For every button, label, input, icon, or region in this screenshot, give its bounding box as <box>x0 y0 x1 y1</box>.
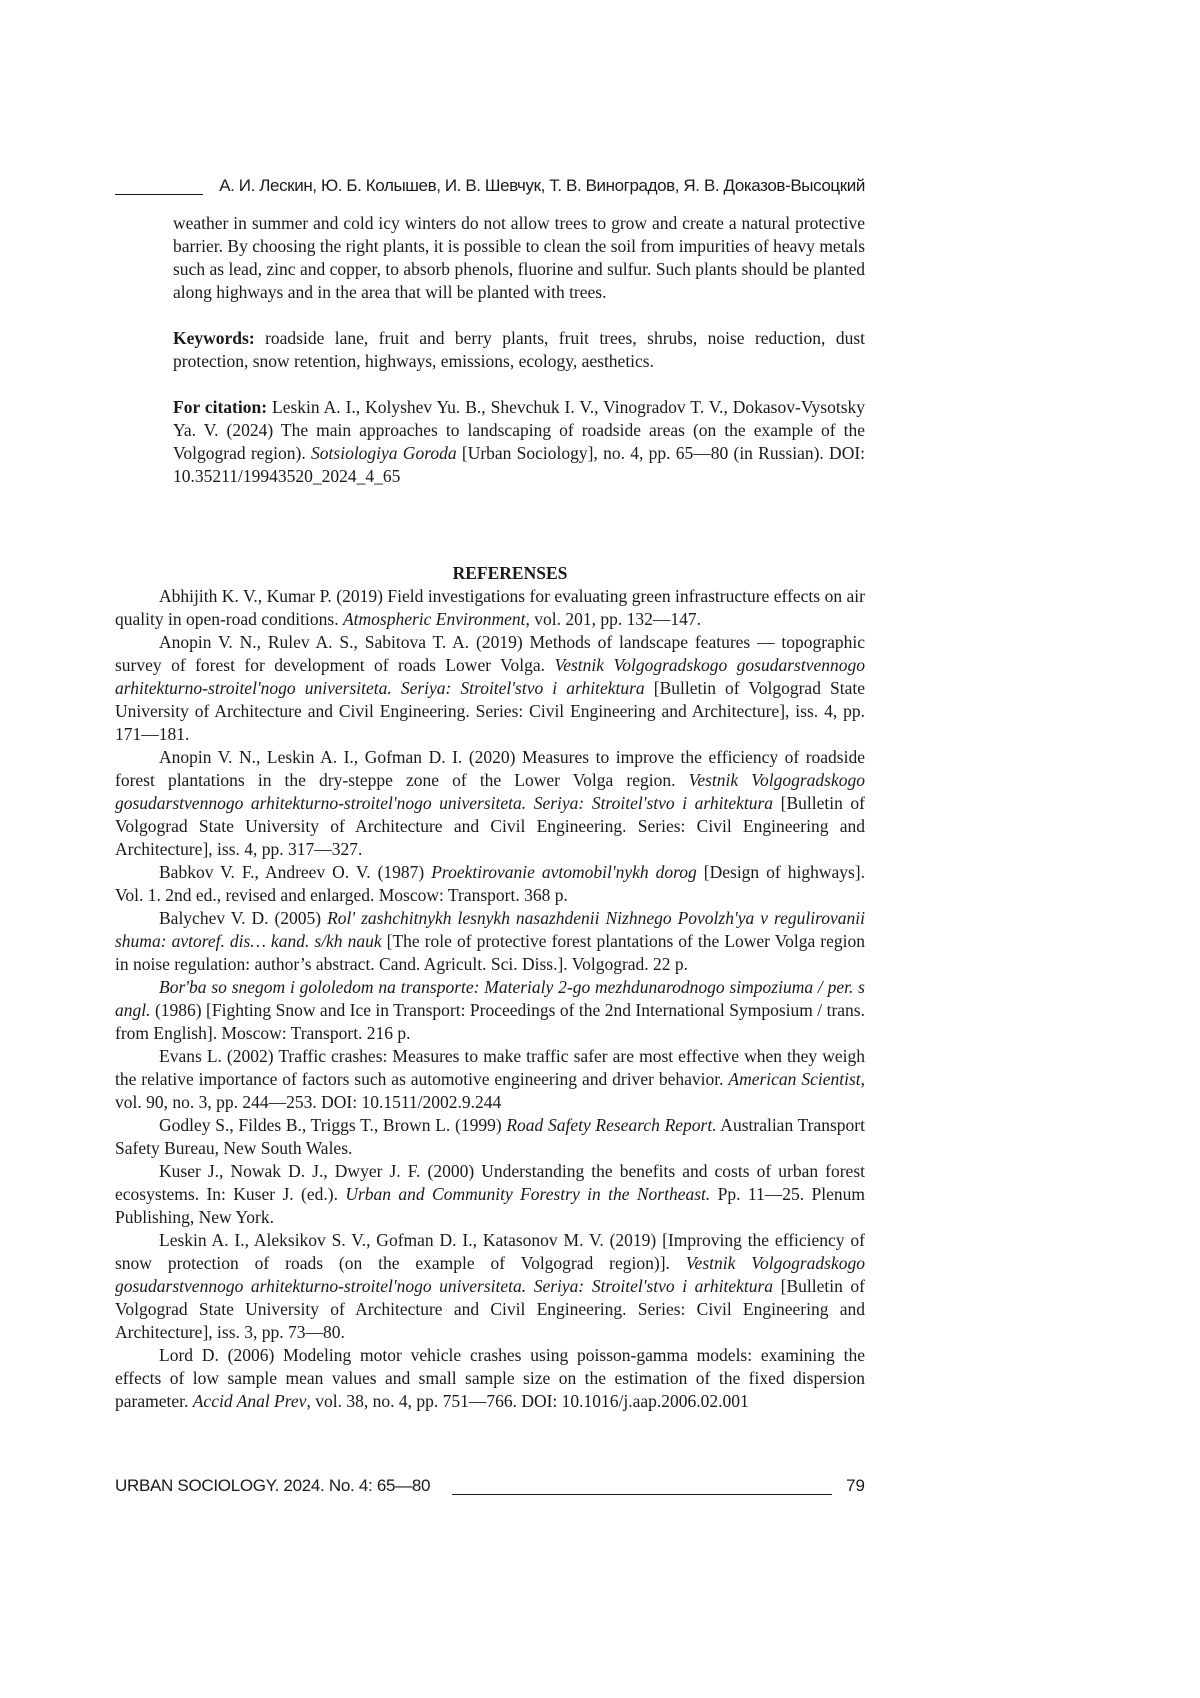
reference-text: Leskin A. I., Aleksikov S. V., Gofman D. I., Katasonov M. V. (2019) [Improving the efficiency of snow protection of roads (on the example of Volgograd region)]. <box>115 1230 865 1273</box>
reference-source: Accid Anal Prev <box>192 1391 307 1411</box>
reference-source: Vestnik Volgogradskogo gosudarstvennogo arhitekturno-stroitel'nogo universiteta. Seriya: Stroitel'stvo i arhitektura <box>115 655 865 698</box>
running-header <box>115 172 865 202</box>
reference-text: Anopin V. N., Rulev A. S., Sabitova T. A. (2019) Methods of landscape features — topographic survey of forest for development of roads Lower Volga. <box>115 632 865 675</box>
reference-source: Rol' zashchitnykh lesnykh nasazhdenii Nizhnego Povolzh'ya v regulirovanii shuma: avtoref. dis… kand. s/kh nauk <box>115 908 865 951</box>
reference-text: Babkov V. F., Andreev O. V. (1987) <box>159 862 432 882</box>
reference-item <box>115 1160 865 1229</box>
citation-paragraph <box>173 396 865 488</box>
references-section <box>115 562 865 1413</box>
header-authors: А. И. Лескин, Ю. Б. Колышев, И. В. Шевчук, Т. В. Виноградов, Я. В. Доказов-Высоцкий <box>219 176 865 195</box>
reference-text: Kuser J., Nowak D. J., Dwyer J. F. (2000) Understanding the benefits and costs of urban forest ecosystems. In: Kuser J. (ed.). <box>115 1161 865 1204</box>
reference-details: [Bulletin of Volgograd State University of Architecture and Civil Engineering. Series: Civil Engineering and Architecture], iss. 4, pp. 317—327. <box>115 793 865 859</box>
reference-details: , vol. 201, pp. 132—147. <box>525 609 702 629</box>
reference-item <box>115 631 865 746</box>
footer-journal: URBAN SOCIOLOGY. 2024. No. 4: 65—80 <box>115 1476 431 1495</box>
keywords-text: roadside lane, fruit and berry plants, fruit trees, shrubs, noise reduction, dust protection, snow retention, highways, emissions, ecology, aesthetics. <box>173 328 865 371</box>
reference-source: Urban and Community Forestry in the Northeast. <box>345 1184 711 1204</box>
reference-details: Pp. 11—25. Plenum Publishing, New York. <box>115 1184 865 1227</box>
reference-source: Vestnik Volgogradskogo gosudarstvennogo arhitekturno-stroitel'nogo universiteta. Seriya: Stroitel'stvo i arhitektura <box>115 770 866 813</box>
reference-details: Australian Transport Safety Bureau, New South Wales. <box>115 1115 865 1158</box>
reference-item <box>115 976 865 1045</box>
abstract-continuation: weather in summer and cold icy winters do not allow trees to grow and create a natural protective barrier. By choosing the right plants, it is possible to clean the soil from impurities of heavy metals such as lead, zinc and copper, to absorb phenols, fluorine and sulfur. Such plants should be planted along highways and in the area that will be planted with trees. <box>173 213 865 302</box>
reference-source: Proektirovanie avtomobil'nykh dorog <box>431 862 697 882</box>
reference-text: Balychev V. D. (2005) <box>159 908 328 928</box>
citation-label: For citation: <box>173 397 268 417</box>
footer-rule <box>452 1494 832 1495</box>
reference-item <box>115 585 865 631</box>
reference-item <box>115 1045 865 1114</box>
reference-item <box>115 861 865 907</box>
reference-details: , vol. 90, no. 3, pp. 244—253. DOI: 10.1511/2002.9.244 <box>115 1069 866 1112</box>
reference-item <box>115 1114 865 1160</box>
reference-details: (1986) [Fighting Snow and Ice in Transport: Proceedings of the 2nd International Symposium / trans. from English]. Moscow: Transport. 216 p. <box>115 1000 865 1043</box>
reference-text: Anopin V. N., Leskin A. I., Gofman D. I. (2020) Measures to improve the efficiency of roadside forest plantations in the dry-steppe zone of the Lower Volga region. <box>115 747 865 790</box>
reference-source: American Scientist <box>728 1069 861 1089</box>
reference-item <box>115 907 865 976</box>
citation-details: [Urban Sociology], no. 4, pp. 65—80 (in Russian). DOI: 10.35211/19943520_2024_4_65 <box>173 443 866 486</box>
reference-text: Evans L. (2002) Traffic crashes: Measures to make traffic safer are most effective when they weigh the relative importance of factors such as automotive engineering and driver behavior. <box>115 1046 865 1089</box>
reference-details: [The role of protective forest plantations of the Lower Volga region in noise regulation: author’s abstract. Cand. Agricult. Sci. Diss.]. Volgograd. 22 p. <box>115 931 865 974</box>
header-rule <box>115 194 203 195</box>
reference-source: Vestnik Volgogradskogo gosudarstvennogo arhitekturno-stroitel'nogo universiteta. Seriya: Stroitel'stvo i arhitektura <box>115 1253 865 1296</box>
keywords-paragraph <box>173 327 865 373</box>
reference-item <box>115 1229 865 1344</box>
running-footer <box>115 1476 865 1502</box>
citation-journal: Sotsiologiya Goroda <box>311 443 457 463</box>
reference-source: Road Safety Research Report. <box>506 1115 717 1135</box>
reference-text: Godley S., Fildes B., Triggs T., Brown L. (1999) <box>159 1115 507 1135</box>
reference-text: Lord D. (2006) Modeling motor vehicle crashes using poisson-gamma models: examining the effects of low sample mean values and small sample size on the estimation of the fixed dispersion parameter. <box>115 1345 865 1411</box>
references-heading: REFERENSES <box>452 563 568 583</box>
reference-item <box>115 1344 865 1413</box>
reference-details: [Design of highways]. Vol. 1. 2nd ed., revised and enlarged. Moscow: Transport. 368 p. <box>115 862 866 905</box>
reference-item <box>115 746 865 861</box>
citation-text: Leskin A. I., Kolyshev Yu. B., Shevchuk I. V., Vinogradov T. V., Dokasov-Vysotsky Ya. V. (2024) The main approaches to landscaping of roadside areas (on the example of the Volgograd region). <box>173 397 865 463</box>
keywords-label: Keywords: <box>173 328 255 348</box>
reference-details: , vol. 38, no. 4, pp. 751—766. DOI: 10.1016/j.aap.2006.02.001 <box>306 1391 749 1411</box>
reference-details: [Bulletin of Volgograd State University of Architecture and Civil Engineering. Series: Civil Engineering and Architecture], iss. 4, pp. 171—181. <box>115 678 866 744</box>
reference-text: Abhijith K. V., Kumar P. (2019) Field investigations for evaluating green infrastructure effects on air quality in open-road conditions. <box>115 586 865 629</box>
reference-details: [Bulletin of Volgograd State University of Architecture and Civil Engineering. Series: Civil Engineering and Architecture], iss. 3, pp. 73—80. <box>115 1276 865 1342</box>
abstract-block <box>173 212 865 511</box>
reference-source: Bor'ba so snegom i gololedom na transporte: Materialy 2-go mezhdunarodnogo simpoziuma / per. s angl. <box>115 977 865 1020</box>
page-number: 79 <box>846 1476 865 1495</box>
reference-source: Atmospheric Environment <box>342 609 526 629</box>
reference-list <box>115 585 865 1413</box>
